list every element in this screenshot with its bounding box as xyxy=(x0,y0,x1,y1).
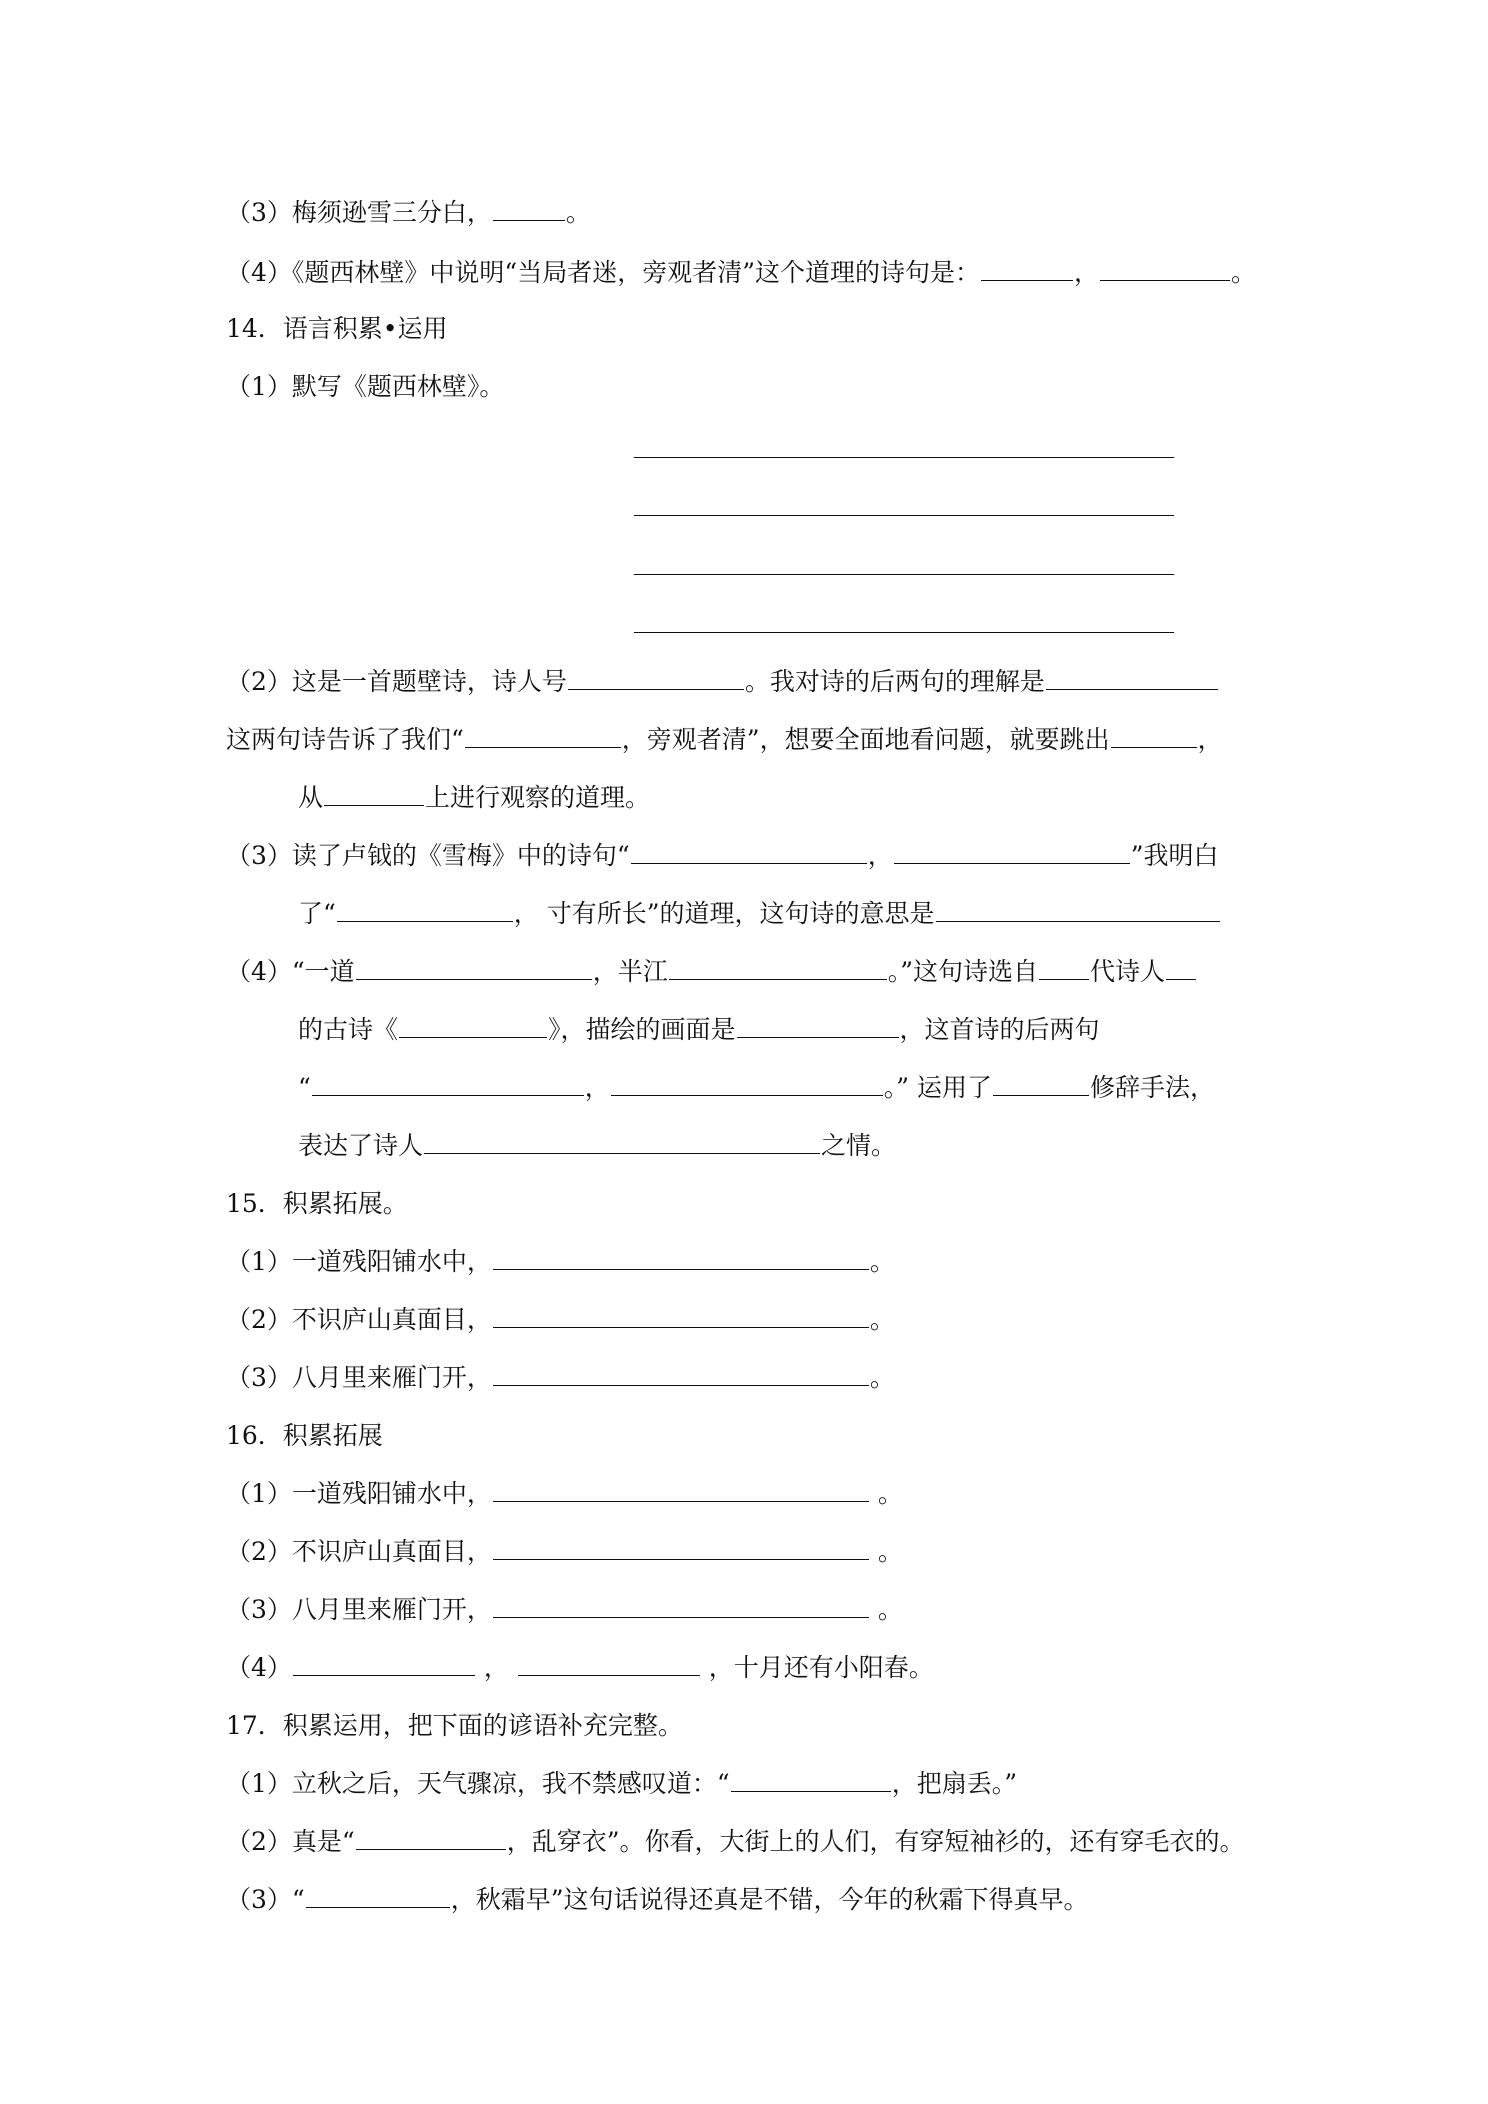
answer-blank[interactable] xyxy=(981,258,1073,281)
q17-item-2: （2）真是“ ，乱穿衣”。你看，大街上的人们，有穿短袖衫的，还有穿毛衣的。 xyxy=(226,1827,1245,1856)
q14-part-4-line-1: （4）“一道 ，半江 。”这句诗选自 代诗人 xyxy=(226,955,1197,989)
answer-blank[interactable] xyxy=(894,841,1130,864)
answer-blank[interactable] xyxy=(1166,957,1196,980)
answer-blank[interactable] xyxy=(493,1595,869,1618)
q17-item-1: （1）立秋之后，天气骤凉，我不禁感叹道：“ ，把扇丢。” xyxy=(226,1769,1017,1798)
q14-part-3-line-2: 了“ ， 寸有所长”的道理，这句诗的意思是 xyxy=(298,897,1221,931)
q14-part-2-line-3: 从 上进行观察的道理。 xyxy=(298,783,651,812)
q14-part-4-line-2: 的古诗《 》，描绘的画面是 ，这首诗的后两句 xyxy=(298,1015,1100,1044)
q17-item-3: （3）“ ，秋霜早”这句话说得还真是不错，今年的秋霜下得真早。 xyxy=(226,1885,1089,1914)
answer-blank[interactable] xyxy=(611,1073,883,1096)
answer-blank[interactable] xyxy=(518,1653,700,1676)
answer-blank[interactable] xyxy=(493,1247,869,1270)
answer-blank[interactable] xyxy=(465,725,621,748)
answer-blank[interactable] xyxy=(312,1073,584,1096)
poem-line-1-blank[interactable] xyxy=(634,457,1174,458)
answer-blank[interactable] xyxy=(337,899,513,922)
answer-blank[interactable] xyxy=(669,957,887,980)
answer-blank[interactable] xyxy=(493,1363,869,1386)
answer-blank[interactable] xyxy=(324,783,424,806)
answer-blank[interactable] xyxy=(493,1305,869,1328)
answer-blank[interactable] xyxy=(399,1015,547,1038)
answer-blank[interactable] xyxy=(1100,258,1230,281)
q14-part-2-line-1: （2）这是一首题壁诗，诗人号 。我对诗的后两句的理解是 xyxy=(226,665,1219,699)
answer-blank[interactable] xyxy=(731,1769,891,1792)
q16-item-1: （1）一道残阳铺水中， 。 xyxy=(226,1479,903,1508)
q13-item-4: （4）《题西林壁》中说明“当局者迷，旁观者清”这个道理的诗句是： ， 。 xyxy=(226,258,1257,287)
q14-title: 14．语言积累•运用 xyxy=(226,314,448,343)
answer-blank[interactable] xyxy=(293,1653,475,1676)
poem-line-3-blank[interactable] xyxy=(634,574,1174,575)
q16-item-4: （4） ， ，十月还有小阳春。 xyxy=(226,1653,934,1682)
q16-item-3: （3）八月里来雁门开， 。 xyxy=(226,1595,903,1624)
q15-item-2: （2）不识庐山真面目， 。 xyxy=(226,1305,895,1334)
q14-part-4-line-4: 表达了诗人 之情。 xyxy=(298,1131,897,1160)
answer-blank[interactable] xyxy=(356,1827,506,1850)
poem-line-4-blank[interactable] xyxy=(634,632,1174,633)
poem-line-2-blank[interactable] xyxy=(634,515,1174,516)
q15-title: 15．积累拓展。 xyxy=(226,1189,408,1218)
answer-blank[interactable] xyxy=(1046,667,1218,690)
answer-blank[interactable] xyxy=(306,1885,450,1908)
answer-blank[interactable] xyxy=(737,1015,899,1038)
q16-title: 16．积累拓展 xyxy=(226,1421,383,1450)
answer-blank[interactable] xyxy=(424,1131,820,1154)
q14-part-1: （1）默写《题西林壁》。 xyxy=(226,372,505,401)
q16-item-2: （2）不识庐山真面目， 。 xyxy=(226,1537,903,1566)
answer-blank[interactable] xyxy=(568,667,744,690)
answer-blank[interactable] xyxy=(493,198,565,221)
answer-blank[interactable] xyxy=(493,1537,869,1560)
answer-blank[interactable] xyxy=(356,957,592,980)
q14-part-2-line-2: 这两句诗告诉了我们“ ，旁观者清”，想要全面地看问题，就要跳出 ， xyxy=(226,725,1223,754)
answer-blank[interactable] xyxy=(993,1073,1089,1096)
q13-item-3: （3）梅须逊雪三分白， 。 xyxy=(226,198,591,227)
answer-blank[interactable] xyxy=(1039,957,1089,980)
q14-part-4-line-3: “ ， 。” 运用了 修辞手法， xyxy=(298,1073,1216,1102)
answer-blank[interactable] xyxy=(631,841,867,864)
q15-item-3: （3）八月里来雁门开， 。 xyxy=(226,1363,895,1392)
q17-title: 17．积累运用，把下面的谚语补充完整。 xyxy=(226,1711,683,1740)
q14-part-3-line-1: （3）读了卢钺的《雪梅》中的诗句“ ， ”我明白 xyxy=(226,841,1219,870)
answer-blank[interactable] xyxy=(936,899,1220,922)
q15-item-1: （1）一道残阳铺水中， 。 xyxy=(226,1247,895,1276)
answer-blank[interactable] xyxy=(1111,725,1197,748)
answer-blank[interactable] xyxy=(493,1479,869,1502)
